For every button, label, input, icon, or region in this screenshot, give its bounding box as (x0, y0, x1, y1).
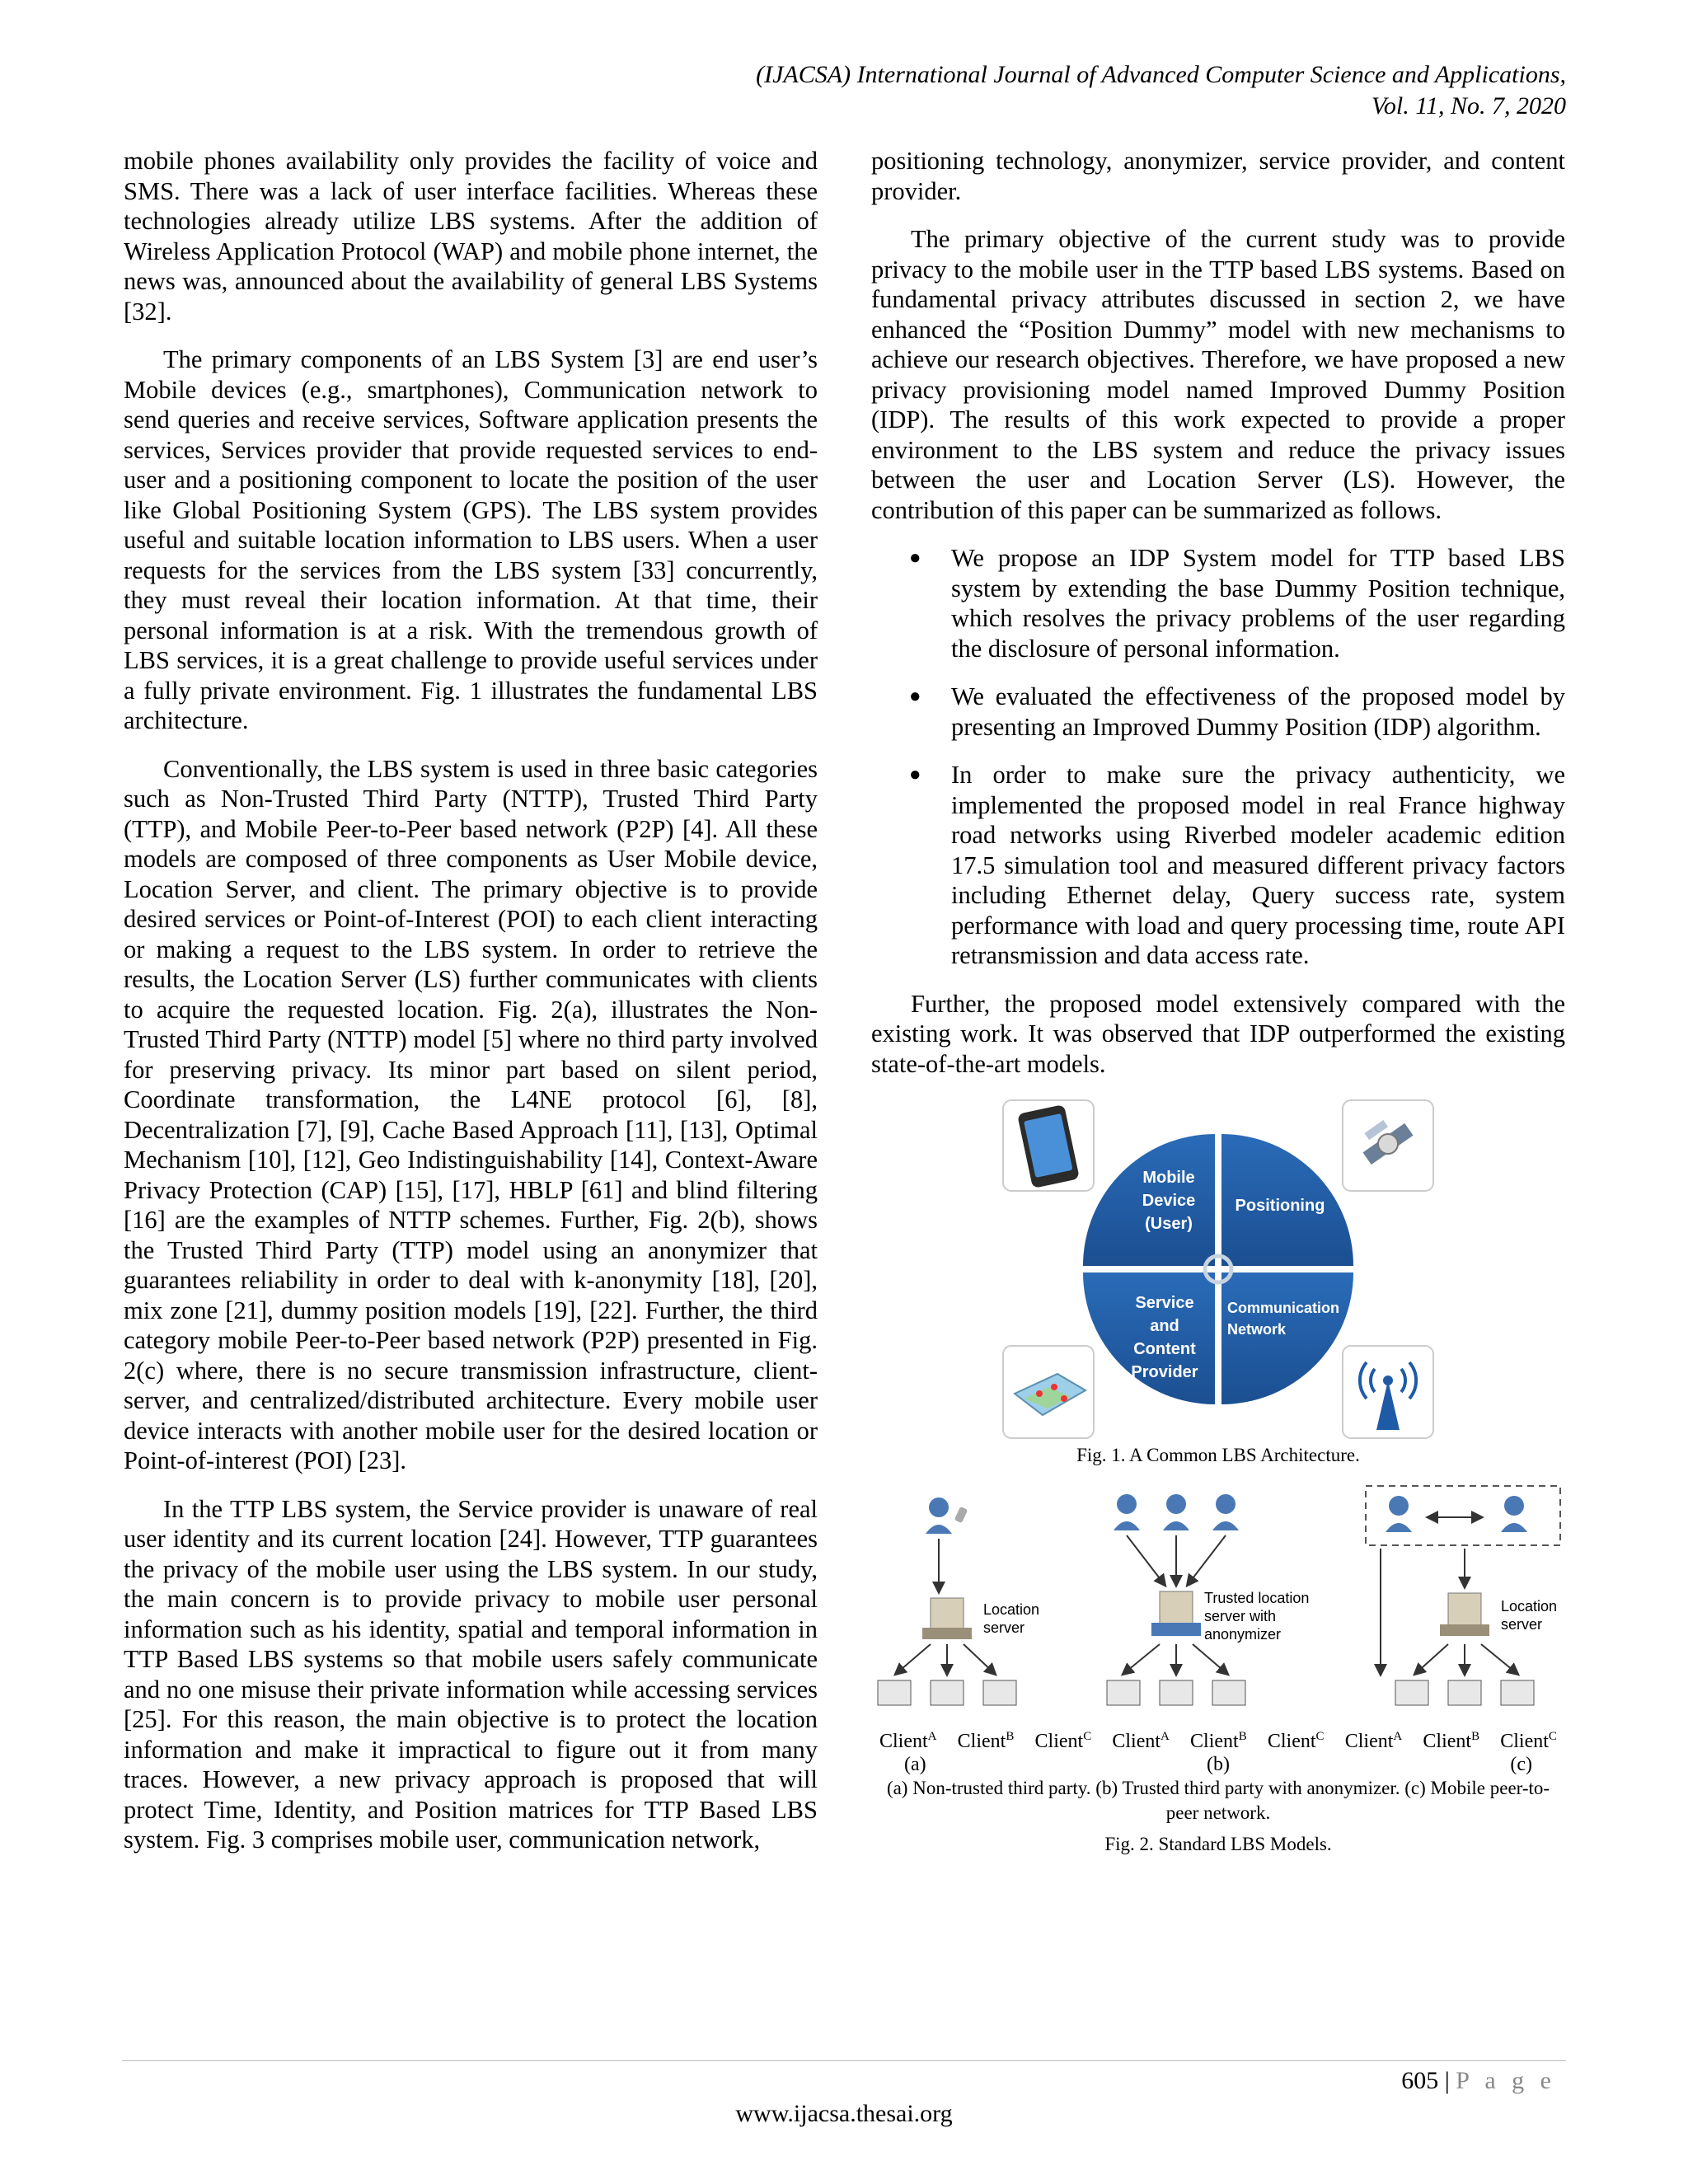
client-label: Client$^A$ (879, 1730, 937, 1752)
figure-1-lbs-architecture (1000, 1097, 1437, 1443)
user-icon (1216, 1494, 1236, 1514)
client-box (1107, 1680, 1140, 1705)
quadrant-service-provider (1083, 1272, 1215, 1404)
paragraph: mobile phones availability only provides the facility of voice and SMS. There was a lack of user interface facilities. Whereas these technologies already utilize LBS systems. After the addition of Wireless Application Protocol (WAP) and mobile phone internet, the news was, announced about the availability of general LBS Systems [32]. (124, 147, 818, 326)
client-label: Client$^C$ (1500, 1730, 1557, 1752)
subfigure-label: (b) (1207, 1754, 1230, 1775)
bullet-icon: ● (909, 547, 921, 569)
client-label: Client$^C$ (1034, 1730, 1092, 1752)
paragraph: Further, the proposed model extensively compared with the existing work. It was observed that IDP outperformed the existing state-of-the-art models. (871, 989, 1565, 1078)
bullet-icon: ● (909, 764, 921, 785)
left-column (124, 146, 818, 1873)
fig2-server-a-label: server (983, 1619, 1025, 1636)
user-icon (1117, 1494, 1137, 1514)
lbs-architecture-diagram (1000, 1097, 1437, 1443)
fig2-server-c-label: server (1501, 1616, 1543, 1633)
page-number: 605 | P a g e (1401, 2067, 1556, 2094)
p2p-group-box (1366, 1486, 1560, 1545)
fig1-q3-line: Service (1135, 1294, 1194, 1312)
client-box (878, 1680, 911, 1705)
fig1-q1-line: Device (1142, 1192, 1196, 1210)
model-a-non-trusted (878, 1497, 1039, 1705)
fig1-q4-line: Communication (1227, 1300, 1340, 1316)
client-label: Client$^C$ (1267, 1730, 1325, 1752)
client-label: Client$^B$ (957, 1730, 1015, 1752)
figure-2-lbs-models (871, 1483, 1565, 1730)
subfigure-label: (a) (904, 1754, 926, 1775)
fig2-client-labels (871, 1730, 1565, 1753)
contribution-list (871, 543, 1565, 971)
fig2-server-c-label: Location (1501, 1598, 1558, 1615)
right-column (871, 146, 1565, 1857)
fig1-q3-line: Content (1133, 1340, 1196, 1358)
cycle-arrows-icon (1205, 1256, 1231, 1282)
fig2-server-a-label: Location (983, 1601, 1040, 1618)
fig2-subfigure-labels (871, 1753, 1565, 1776)
fig1-q3-line: and (1150, 1317, 1179, 1335)
client-box (1160, 1680, 1193, 1705)
client-label: Client$^B$ (1423, 1730, 1480, 1752)
fig2-server-b-label: Trusted location (1204, 1590, 1310, 1606)
fig1-q3-line: Provider (1131, 1363, 1198, 1381)
fig1-q4-line: Network (1227, 1321, 1287, 1338)
client-box (1501, 1680, 1534, 1705)
model-c-peer-to-peer (1366, 1486, 1560, 1705)
journal-url: www.ijacsa.thesai.org (735, 2100, 953, 2127)
fig2-server-b-label: anonymizer (1204, 1626, 1282, 1643)
figure-1-caption: Fig. 1. A Common LBS Architecture. (1076, 1445, 1360, 1465)
paragraph: The primary components of an LBS System [3] are end user’s Mobile devices (e.g., smartphones), Communication network to send queries and receive services, Software application presents the services, Services provider that provide requested services to end-user and a positioning component to locate the position of the user like Global Positioning System (GPS). The LBS system provides useful and suitable location information to LBS users. When a user requests for the services from the LBS system [33] concurrently, they must reveal their location information. At that time, their personal information is at a risk. With the tremendous growth of LBS services, it is a great challenge to provide useful services under a fully private environment. Fig. 1 illustrates the fundamental LBS architecture. (124, 345, 818, 734)
client-box (1212, 1680, 1245, 1705)
client-label: Client$^A$ (1112, 1730, 1170, 1752)
figure-2-description: (a) Non-trusted third party. (b) Trusted third party with anonymizer. (c) Mobile peer-to-peer network. (886, 1778, 1550, 1823)
user-icon (929, 1497, 949, 1517)
paragraph: The primary objective of the current study was to provide privacy to the mobile user in the TTP based LBS systems. Based on fundamental privacy attributes discussed in section 2, we have enhanced the “Position Dummy” model with new mechanisms to achieve our research objectives. Therefore, we have proposed a new privacy provisioning model named Improved Dummy Position (IDP). The results of this work expected to provide a proper environment to the LBS system and reduce the privacy issues between the user and Location Server (LS). However, the contribution of this paper can be summarized as follows. (871, 225, 1565, 524)
phone-icon (954, 1507, 968, 1524)
fig1-q2-line: Positioning (1235, 1197, 1325, 1215)
user-icon (1166, 1494, 1186, 1514)
figure-2-caption: Fig. 2. Standard LBS Models. (1104, 1834, 1332, 1854)
model-b-trusted-anonymizer (1107, 1494, 1309, 1705)
paragraph: In the TTP LBS system, the Service provider is unaware of real user identity and its current location [24]. However, TTP guarantees the privacy of the mobile user using the LBS system. In our study, the main concern is to provide privacy to mobile user personal information such as his identity, spatial and temporal information in TTP Based LBS systems so that mobile users safely communicate and no one misuse their private information while accessing services [25]. For this reason, the main objective is to protect the location information and make it impractical to figure out it from many traces. However, a new privacy approach is proposed that will protect Time, Identity, and Position matrices for TTP Based LBS system. Fig. 3 comprises mobile user, communication network, (124, 1494, 818, 1854)
fig1-q1-line: (User) (1145, 1215, 1193, 1233)
footer-divider (122, 2060, 1566, 2061)
journal-title: (IJACSA) International Journal of Advanced Computer Science and Applications, (756, 61, 1566, 88)
quadrant-communication-network (1221, 1272, 1353, 1404)
paragraph: Conventionally, the LBS system is used in three basic categories such as Non-Trusted Third Party (NTTP), Trusted Third Party (TTP), and Mobile Peer-to-Peer based network (P2P) [4]. All these models are composed of three components as User Mobile device, Location Server, and client. The primary objective is to provide desired services or Point-of-Interest (POI) to each client interacting or making a request to the LBS system. In order to retrieve the results, the Location Server (LS) further communicates with clients to acquire the requested location. Fig. 2(a), illustrates the Non-Trusted Third Party (NTTP) model [5] where no third party involved for preserving privacy. Its minor part based on silent period, Coordinate transformation, the L4NE protocol [6], [8], Decentralization [7], [9], Cache Based Approach [11], [13], Optimal Mechanism [10], [12], Geo Indistinguishability [14], Context-Aware Privacy Protection (CAP) [15], [17], HBLP [61] and blind filtering [16] are the examples of NTTP schemes. Further, Fig. 2(b), shows the Trusted Third Party (TTP) model using an anonymizer that guarantees reliability in order to deal with k-anonymity [18], [20], mix zone [21], dummy position models [19], [22]. Further, the third category mobile Peer-to-Peer based network (P2P) presented in Fig. 2(c) where, there is no secure transmission infrastructure, client-server, and centralized/distributed architecture. Every mobile user device interacts with another mobile user for the desired location or Point-of-interest (POI) [23]. (124, 754, 818, 1474)
client-box (1448, 1680, 1481, 1705)
list-item: ● We evaluated the effectiveness of the proposed model by presenting an Improved Dummy Position (IDP) algorithm. (909, 682, 1565, 741)
subfigure-label: (c) (1510, 1754, 1532, 1775)
user-icon (1504, 1496, 1524, 1516)
standard-lbs-models-diagram (871, 1483, 1565, 1730)
journal-header (756, 59, 1566, 122)
paragraph: positioning technology, anonymizer, service provider, and content provider. (871, 147, 1565, 205)
client-box (931, 1680, 964, 1705)
journal-volume: Vol. 11, No. 7, 2020 (1371, 92, 1566, 120)
list-item: ● We propose an IDP System model for TTP based LBS system by extending the base Dummy Position technique, which resolves the privacy problems of the user regarding the disclosure of personal information. (909, 544, 1565, 663)
client-label: Client$^A$ (1344, 1730, 1403, 1752)
user-icon (1389, 1496, 1409, 1516)
client-label: Client$^B$ (1190, 1730, 1247, 1752)
fig2-server-b-label: server with (1204, 1608, 1277, 1624)
list-item: ● In order to make sure the privacy authenticity, we implemented the proposed model in real France highway road networks using Riverbed modeler academic edition 17.5 simulation tool and measured different privacy factors including Ethernet delay, Query success rate, system performance with load and query processing time, route API retransmission and data access rate. (909, 761, 1565, 969)
client-box (983, 1680, 1016, 1705)
fig1-q1-line: Mobile (1142, 1169, 1195, 1187)
bullet-icon: ● (909, 686, 921, 707)
client-box (1395, 1680, 1428, 1705)
